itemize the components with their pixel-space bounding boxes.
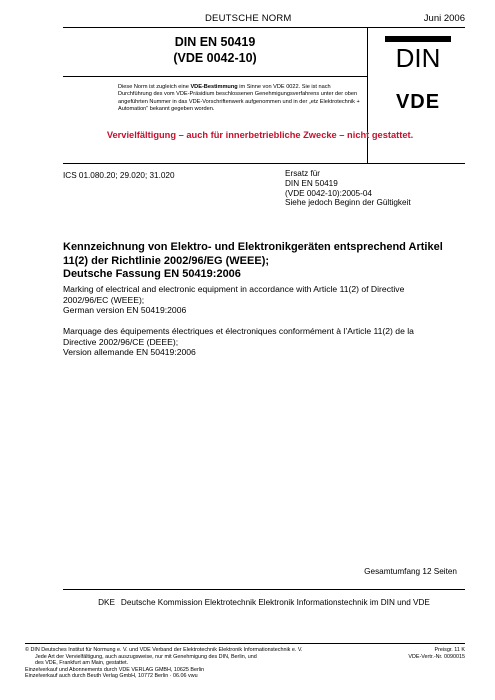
footer-rule — [25, 643, 465, 644]
standard-number: DIN EN 50419 — [174, 35, 256, 49]
dke-line — [63, 598, 465, 607]
dke-full-name: Deutsche Kommission Elektrotechnik Elektronik Informationstechnik im DIN und VDE — [120, 598, 430, 607]
title-rule — [63, 76, 367, 77]
german-title: Kennzeichnung von Elektro- und Elektronikgeräten entsprechend Artikel 11(2) der Richtlinie 2002/96/EG (WEEE); Deutsche Fassung EN 50419:2006 — [63, 241, 443, 280]
logo-divider — [367, 27, 368, 163]
publication-date: Juni 2006 — [423, 13, 465, 24]
svg-text:VDE: VDE — [395, 91, 441, 111]
vde-notice: Diese Norm ist zugleich eine VDE-Bestimmung im Sinne von VDE 0022. Sie ist nach Durchführung des vom VDE-Präsidium beschlossenen Genehmigungsverfahrens unter der oben angeführten Nummer in das VDE-Vorschriftenwerk aufgenommen und in der „etz Elektrotechnik + Automation“ bekannt gegeben worden. — [118, 84, 360, 113]
dke-rule — [63, 589, 465, 590]
english-title: Marking of electrical and electronic equipment in accordance with Article 11(2) of Directive 2002/96/EC (WEEE); German version EN 50419:2006 — [63, 284, 405, 316]
ics-codes: ICS 01.080.20; 29.020; 31.020 — [63, 171, 175, 180]
replacement-info: Ersatz für DIN EN 50419 (VDE 0042-10):2005-04 Siehe jedoch Beginn der Gültigkeit — [285, 169, 411, 208]
vde-classification: (VDE 0042-10) — [173, 51, 257, 65]
svg-text:DIN: DIN — [395, 43, 441, 70]
standard-number-block — [63, 30, 367, 74]
copy-warning: Vervielfältigung – auch für innerbetriebliche Zwecke – nicht gestattet. — [106, 130, 414, 140]
document-type: DEUTSCHE NORM — [205, 13, 292, 24]
total-pages: Gesamtumfang 12 Seiten — [364, 567, 457, 576]
french-title: Marquage des équipements électriques et électroniques conformément à l’Article 11(2) de la Directive 2002/96/CE (DEEE); Version allemande EN 50419:2006 — [63, 326, 414, 358]
din-logo — [385, 36, 451, 70]
copyright-footer: © DIN Deutsches Institut für Normung e. V. und VDE Verband der Elektrotechnik Elektronik Informationstechnik e. V. Jede Art der Vervielfältigung, auch auszugsweise, nur mit Genehmigung des DIN, Berlin, und des VDE, Frankfurt am Main, gestattet. Einzelverkauf und Abonnements durch VDE VERLAG GMBH, 10625 Berlin Einzelverkauf auch durch Beuth Verlag GmbH, 10772 Berlin · 06.06 vwu — [25, 647, 303, 680]
price-info: Preisgr. 11 K VDE-Vertr.-Nr. 0090015 — [408, 647, 465, 660]
header-rule — [63, 27, 465, 28]
vde-logo — [381, 91, 455, 111]
section-rule — [63, 163, 465, 164]
dke-abbreviation: DKE — [98, 598, 115, 607]
